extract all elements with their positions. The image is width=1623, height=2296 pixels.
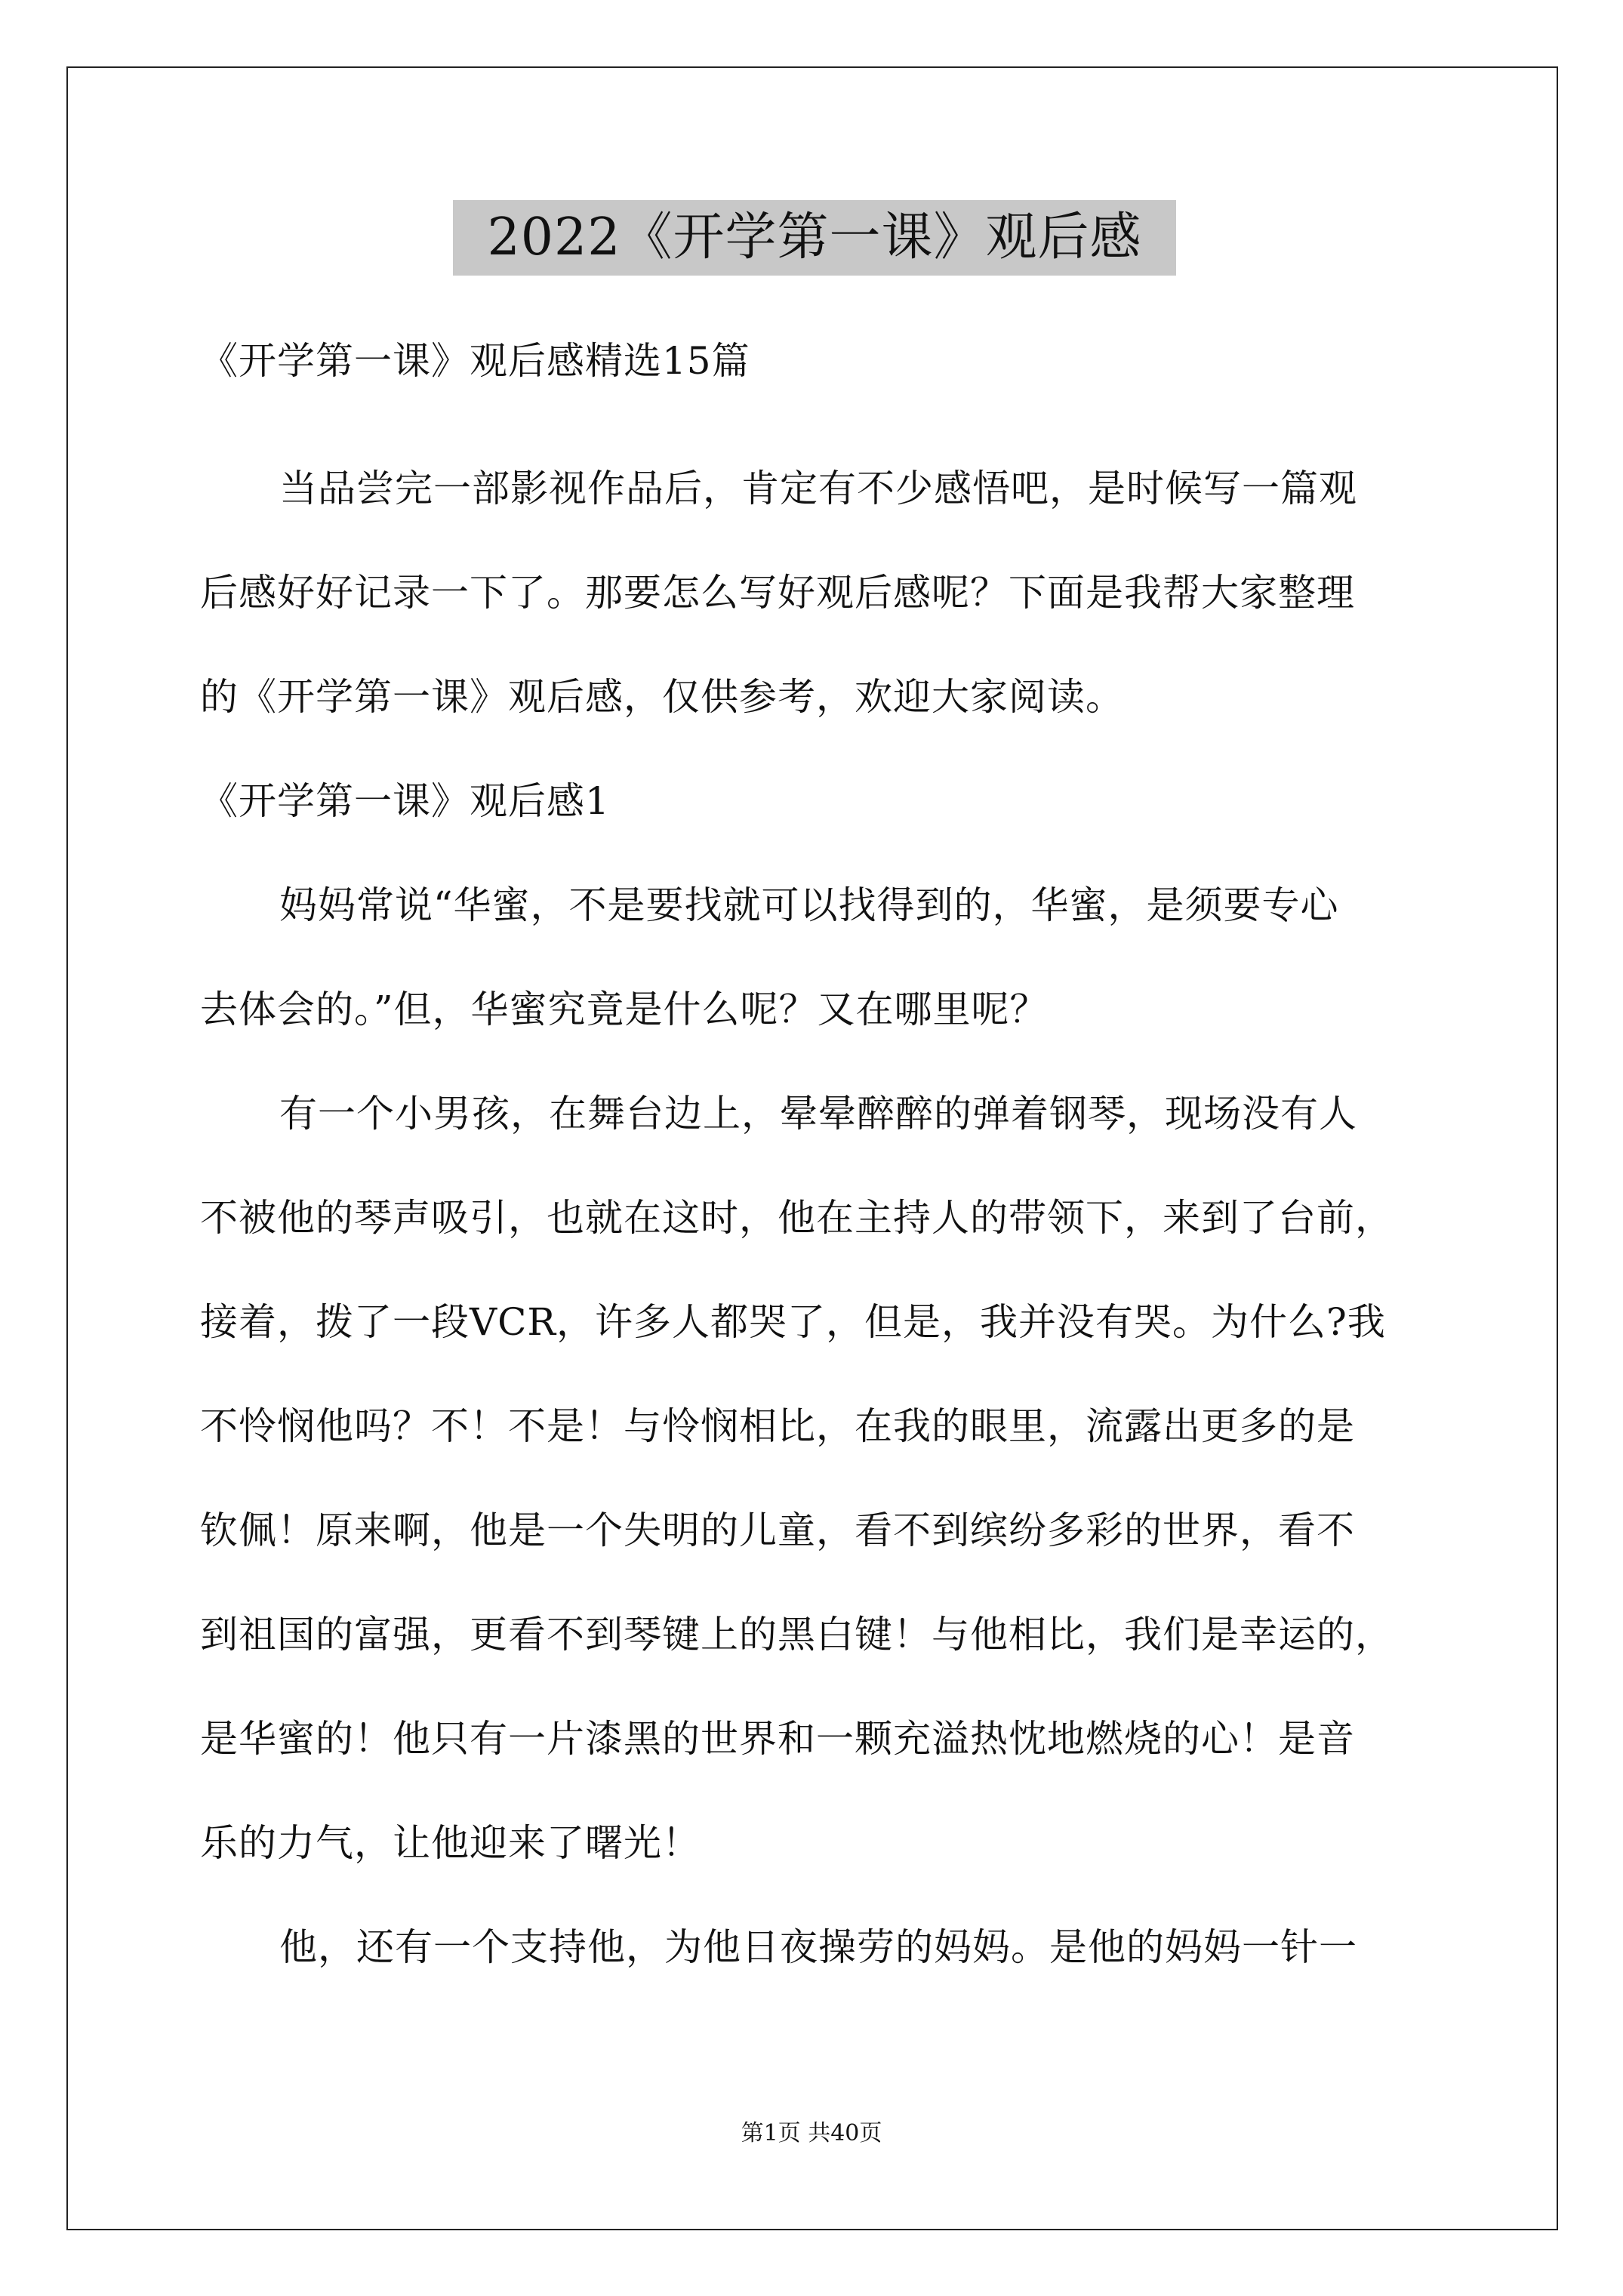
intro-line-1: 当品尝完一部影视作品后，肯定有不少感悟吧，是时候写一篇观 [279, 467, 1357, 510]
paragraph2-line-2: 不被他的琴声吸引，也就在这时，他在主持人的带领下，来到了台前， [200, 1196, 1394, 1240]
paragraph2-line-4: 不怜悯他吗？不！不是！与怜悯相比，在我的眼里，流露出更多的是 [200, 1404, 1355, 1448]
paragraph2-line-8: 乐的力气，让他迎来了曙光！ [200, 1821, 701, 1865]
intro-line-3: 的《开学第一课》观后感，仅供参考，欢迎大家阅读。 [200, 675, 1124, 719]
paragraph1-line-1: 妈妈常说“华蜜，不是要找就可以找得到的，华蜜，是须要专心 [279, 883, 1339, 927]
page-number: 第1页 共40页 [741, 2120, 882, 2147]
paragraph2-line-6: 到祖国的富强，更看不到琴键上的黑白键！与他相比，我们是幸运的， [200, 1613, 1394, 1657]
paragraph2-line-1: 有一个小男孩，在舞台边上，晕晕醉醉的弹着钢琴，现场没有人 [279, 1092, 1357, 1136]
intro-line-2: 后感好好记录一下了。那要怎么写好观后感呢？下面是我帮大家整理 [200, 571, 1355, 615]
page-border [66, 66, 1558, 2230]
paragraph2-line-3: 接着，拨了一段VCR，许多人都哭了，但是，我并没有哭。为什么?我 [200, 1300, 1386, 1344]
document-title: 2022《开学第一课》观后感 [453, 200, 1176, 276]
paragraph3-line-1: 他，还有一个支持他，为他日夜操劳的妈妈。是他的妈妈一针一 [279, 1925, 1357, 1969]
paragraph2-line-7: 是华蜜的！他只有一片漆黑的世界和一颗充溢热忱地燃烧的心！是音 [200, 1717, 1355, 1761]
paragraph2-line-5: 钦佩！原来啊，他是一个失明的儿童，看不到缤纷多彩的世界，看不 [200, 1509, 1355, 1552]
document-subtitle: 《开学第一课》观后感精选15篇 [200, 339, 750, 383]
section-heading: 《开学第一课》观后感1 [200, 779, 610, 823]
paragraph1-line-2: 去体会的。”但，华蜜究竟是什么呢？又在哪里呢？ [200, 988, 1049, 1031]
